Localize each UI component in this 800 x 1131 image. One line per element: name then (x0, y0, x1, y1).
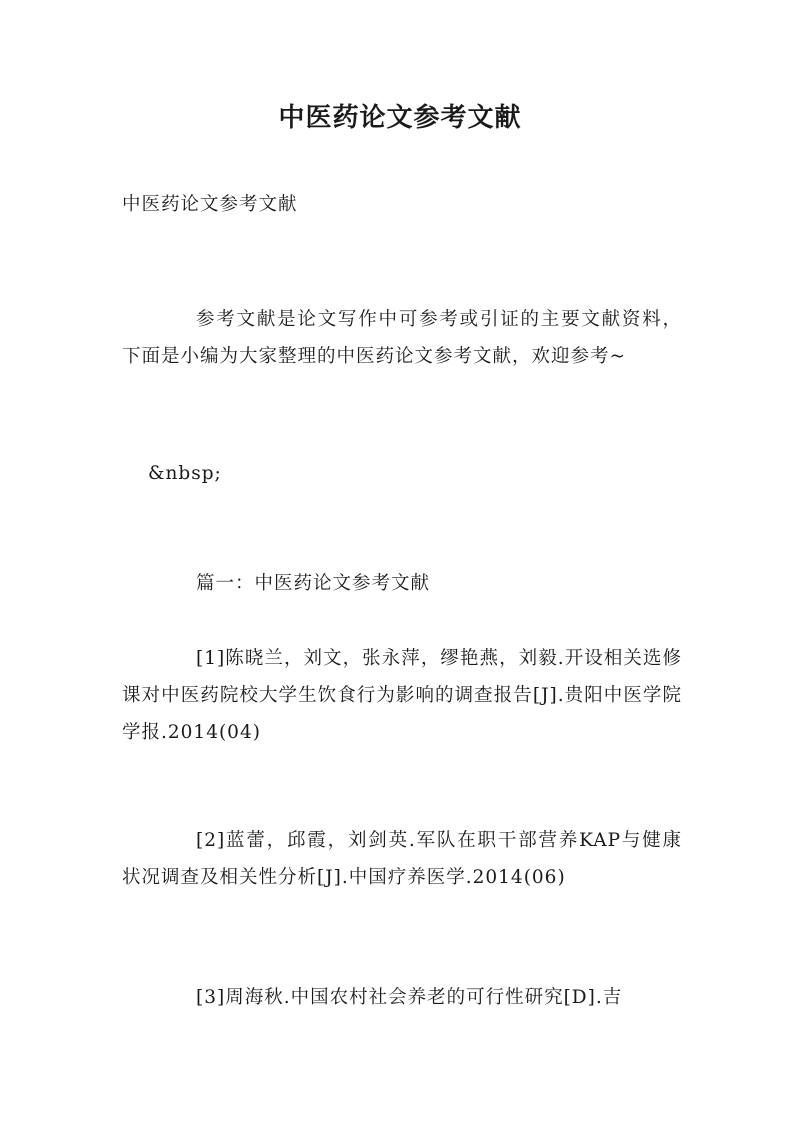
intro-paragraph: 参考文献是论文写作中可参考或引证的主要文献资料，下面是小编为大家整理的中医药论文参考文献，欢迎参考~ (122, 309, 682, 367)
document-subtitle: 中医药论文参考文献 (122, 194, 298, 215)
document-title: 中医药论文参考文献 (278, 103, 522, 133)
section-heading: 篇一：中医药论文参考文献 (196, 573, 431, 594)
reference-item-3: [3]周海秋.中国农村社会养老的可行性研究[D].吉 (196, 987, 623, 1008)
reference-item-2: [2]蓝蕾，邱霞，刘剑英.军队在职干部营养KAP与健康状况调查及相关性分析[J].中国疗养医学.2014(06) (122, 830, 682, 888)
reference-item-1: [1]陈晓兰，刘文，张永萍，缪艳燕，刘毅.开设相关选修课对中医药院校大学生饮食行为影响的调查报告[J].贵阳中医学院学报.2014(04) (122, 648, 683, 743)
nbsp-text: &nbsp; (148, 463, 222, 484)
